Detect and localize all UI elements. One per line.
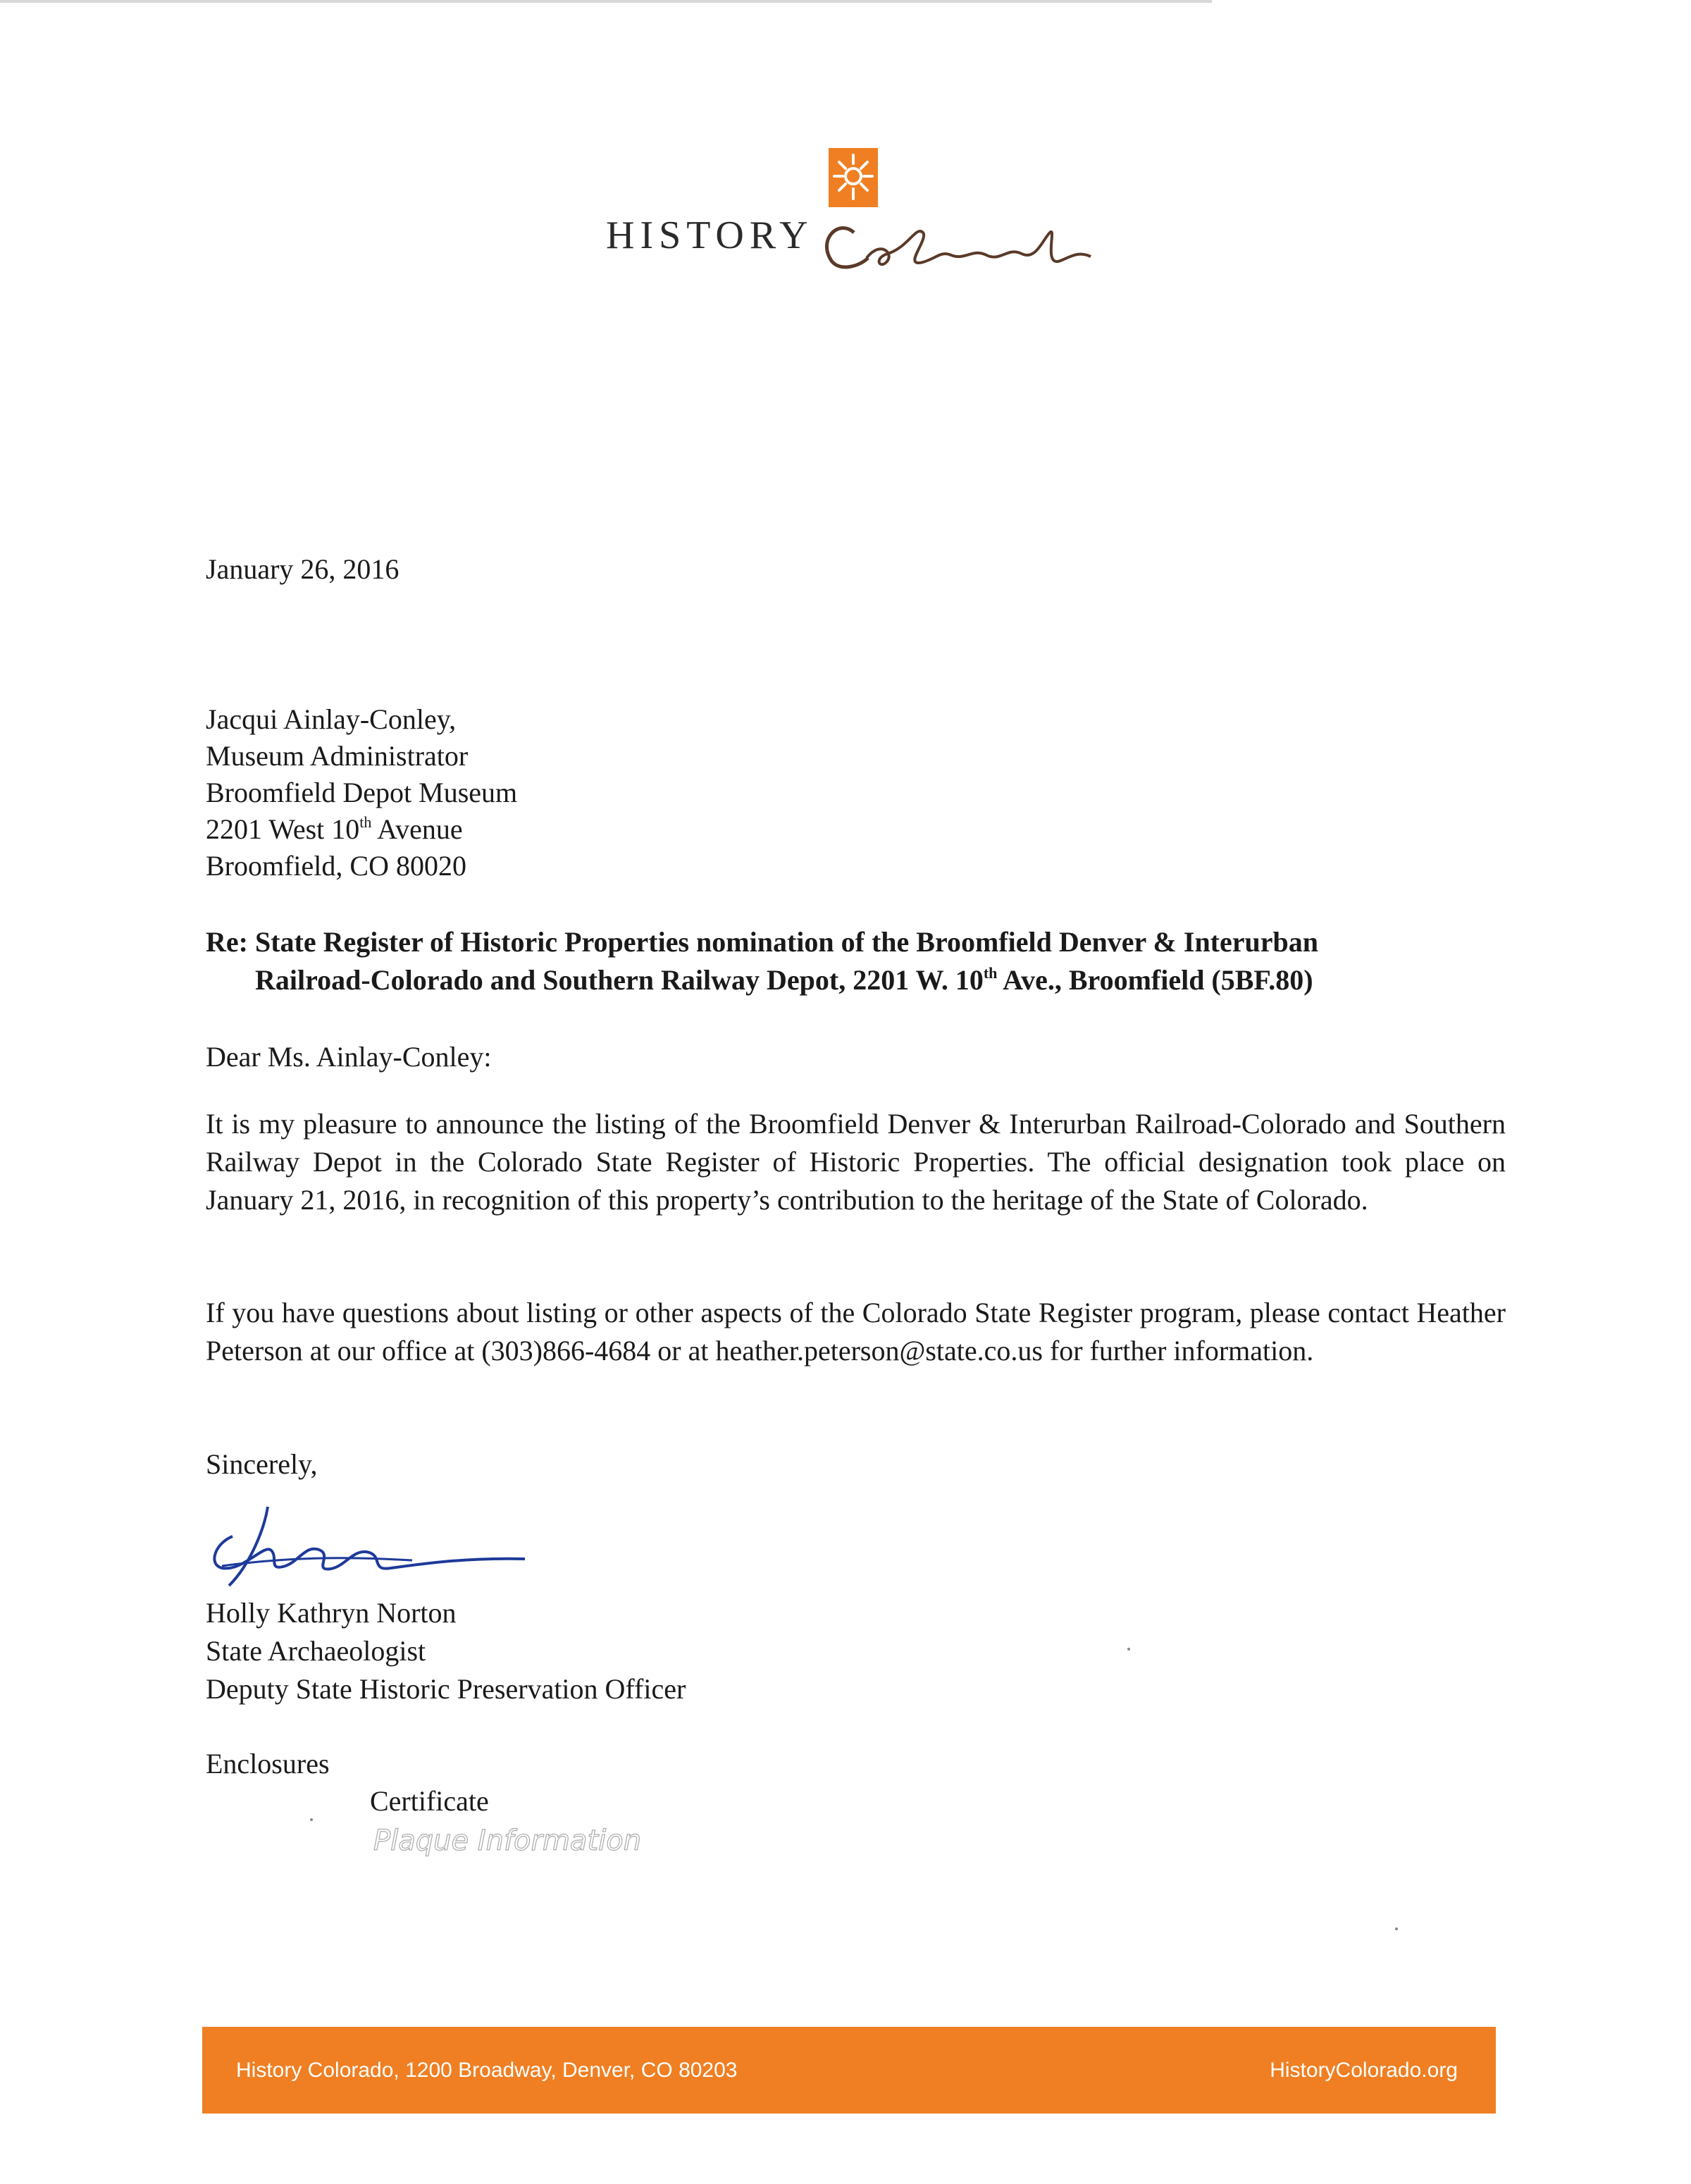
closing: Sincerely, bbox=[206, 1448, 318, 1480]
signer-title: State Archaeologist bbox=[206, 1635, 426, 1667]
signer-block bbox=[206, 1595, 686, 1709]
subject-line bbox=[206, 923, 1509, 999]
scan-top-rule bbox=[0, 0, 1212, 3]
handwritten-signature bbox=[201, 1501, 532, 1593]
recipient-name: Jacqui Ainlay-Conley, bbox=[206, 703, 457, 735]
scan-speck bbox=[310, 1818, 313, 1821]
recipient-city: Broomfield, CO 80020 bbox=[206, 850, 466, 882]
logo-script-colorado bbox=[817, 211, 1099, 275]
footer-website: HistoryColorado.org bbox=[1270, 2058, 1458, 2082]
letter-date: January 26, 2016 bbox=[206, 553, 399, 585]
enclosures-label: Enclosures bbox=[206, 1748, 330, 1779]
signer-title: Deputy State Historic Preservation Officer bbox=[206, 1673, 686, 1705]
subject-line-1: Re: State Register of Historic Properties nomination of the Broomfield Denver & Interurban bbox=[206, 926, 1319, 958]
scan-speck bbox=[1127, 1648, 1130, 1651]
footer-bar bbox=[202, 2027, 1496, 2114]
sun-logo-icon bbox=[829, 148, 878, 207]
subject-line-2: Railroad-Colorado and Southern Railway Depot, 2201 W. 10th Ave., Broomfield (5BF.80) bbox=[255, 964, 1313, 996]
salutation: Dear Ms. Ainlay-Conley: bbox=[206, 1041, 492, 1073]
svg-text:Plaque Information: Plaque Information bbox=[373, 1825, 642, 1857]
body-paragraph: If you have questions about listing or other aspects of the Colorado State Register program, please contact Heather Peterson at our office at (303)866-4684 or at heather.peterson@state.co.us for further information. bbox=[206, 1297, 1506, 1366]
signer-name: Holly Kathryn Norton bbox=[206, 1597, 457, 1629]
logo-wordmark: HISTORY bbox=[606, 214, 814, 257]
recipient-title: Museum Administrator bbox=[206, 740, 469, 772]
recipient-address bbox=[206, 701, 517, 884]
recipient-street: 2201 West 10th Avenue bbox=[206, 813, 463, 845]
scan-speck bbox=[1395, 1927, 1398, 1930]
recipient-org: Broomfield Depot Museum bbox=[206, 777, 518, 808]
handwritten-note-plaque-information bbox=[373, 1818, 712, 1868]
footer-address: History Colorado, 1200 Broadway, Denver, CO 80203 bbox=[236, 2058, 738, 2082]
history-colorado-logo bbox=[606, 148, 1099, 268]
body-paragraph: It is my pleasure to announce the listing of the Broomfield Denver & Interurban Railroad-Colorado and Southern Railway Depot in the Colorado State Register of Historic Properties. The official designation took place on January 21, 2016, in recognition of this property’s contribution to the heritage of the State of Colorado. bbox=[206, 1108, 1506, 1216]
enclosure-item: Certificate bbox=[370, 1785, 489, 1817]
